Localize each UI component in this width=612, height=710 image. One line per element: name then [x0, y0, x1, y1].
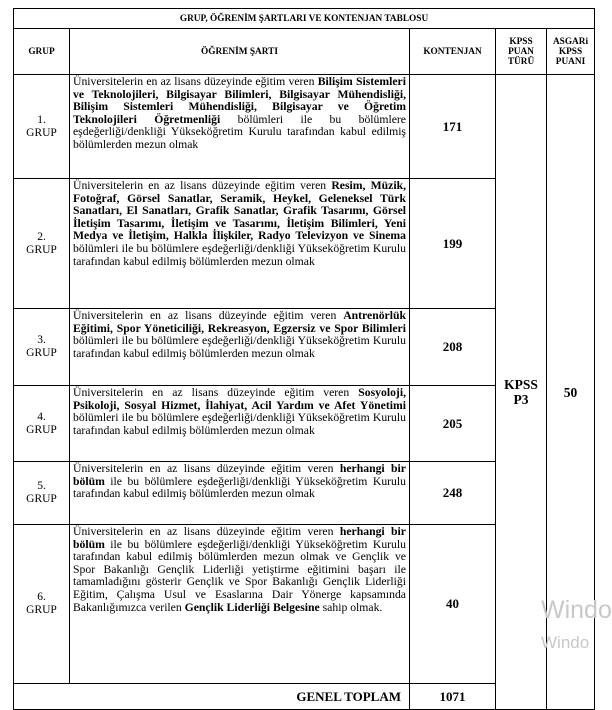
condition-text: bölümleri ile bu bölümlere eşdeğerliği/denkliği Yükseköğretim Kurulu tarafından kabul edilmiş bölümlerden mezun olmak — [73, 411, 406, 437]
education-condition — [70, 179, 410, 309]
group-cell — [14, 179, 70, 309]
education-condition — [70, 525, 410, 684]
puan-turu-line: KPSS — [504, 377, 538, 392]
windows-activation-watermark-sub: Windo — [541, 633, 590, 652]
header-asgari-puan — [547, 29, 595, 75]
group-word: GRUP — [26, 604, 57, 616]
condition-text: ile bu bölümlere eşdeğerliği/denkliği Yükseköğretim Kurulu tarafından kabul edilmiş bölümlerden mezun olmak ve Gençlik ve Spor Bakanlığı Gençlik Liderliği yetiştirme eğitimini başarı ile tamamladığını gösterir Gençlik ve Spor Bakanlığı Gençlik Liderliği Eğitim, Çalışma Usul ve Esaslarına Dair Yönerge kapsamında Bakanlığımızca verilen — [73, 537, 406, 614]
header-ogrenim-sarti: ÖĞRENİM ŞARTI — [70, 29, 410, 75]
table-title: GRUP, ÖĞRENİM ŞARTLARI VE KONTENJAN TABLOSU — [14, 9, 595, 29]
condition-text: Üniversitelerin en az lisans düzeyinde eğitim veren — [73, 525, 340, 538]
condition-text: ile bu bölümlere eşdeğerliği/denkliği Yükseköğretim Kurulu tarafından kabul edilmiş bölümlerden mezun olmak — [73, 474, 406, 501]
group-number: 1. — [37, 113, 46, 126]
group-number: 5. — [37, 480, 46, 492]
condition-text: bölümleri ile bu bölümlere eşdeğerliği/denkliği Yükseköğretim Kurulu tarafından kabul edilmiş bölümlerden mezun olmak — [73, 112, 406, 151]
condition-text: Üniversitelerin en az lisans düzeyinde eğitim veren — [73, 75, 318, 88]
condition-text: sahip olmak. — [319, 600, 383, 614]
quota-value: 248 — [410, 462, 496, 525]
quota-value: 199 — [410, 179, 496, 309]
group-word: GRUP — [26, 423, 57, 436]
condition-departments: Antrenörlük Eğitimi, Spor Yöneticiliği, Rekreasyon, Egzersiz ve Spor Bilimleri — [73, 309, 406, 335]
windows-activation-watermark: Windo — [541, 596, 612, 624]
header-puan-turu-line: KPSS — [509, 36, 533, 47]
header-asgari-line: KPSS — [558, 46, 583, 57]
total-value: 1071 — [410, 684, 496, 710]
condition-text: bölümleri ile bu bölümlere eşdeğerliği/denkliği Yükseköğretim Kurulu tarafından kabul edilmiş bölümlerden mezun olmak — [73, 334, 406, 360]
quota-value: 205 — [410, 386, 496, 462]
group-number: 2. — [37, 230, 46, 243]
header-asgari-line: ASGARi — [552, 36, 589, 47]
puan-turu-line: P3 — [513, 392, 529, 407]
group-number: 6. — [37, 591, 46, 603]
condition-text: Üniversitelerin en az lisans düzeyinde eğitim veren — [73, 386, 359, 399]
group-word: GRUP — [26, 243, 57, 256]
condition-departments: Bilişim Sistemleri ve Teknolojileri, Bilgisayar Bilimleri, Bilgisayar Mühendisliği, Bilişim Sistemleri Mühendisliği, Bilgisayar ve Öğretim Teknolojileri Öğretmenliği — [73, 75, 406, 126]
header-grup: GRUP — [14, 29, 70, 75]
education-condition — [70, 309, 410, 386]
header-kontenjan: KONTENJAN — [410, 29, 496, 75]
education-condition — [70, 386, 410, 462]
header-puan-turu-line: PUAN — [508, 46, 534, 57]
condition-departments: herhangi bir bölüm — [73, 525, 406, 551]
group-cell — [14, 75, 70, 179]
group-cell — [14, 462, 70, 525]
quota-value: 208 — [410, 309, 496, 386]
quota-value: 40 — [410, 525, 496, 684]
education-condition — [70, 75, 410, 179]
group-cell — [14, 386, 70, 462]
kpss-puan-turu — [496, 75, 547, 710]
condition-departments: herhangi bir bölüm — [73, 462, 406, 488]
condition-text: Üniversitelerin en az lisans düzeyinde eğitim veren — [73, 462, 340, 475]
table-row — [14, 75, 595, 179]
header-puan-turu-line: TÜRÜ — [507, 56, 535, 67]
condition-text: bölümleri ile bu bölümlere eşdeğerliği/denkliği Yükseköğretim Kurulu tarafından kabul edilmiş bölümlerden mezun olmak — [73, 241, 406, 268]
condition-text: Üniversitelerin en az lisans düzeyinde eğitim veren — [73, 179, 332, 192]
group-word: GRUP — [26, 347, 57, 359]
group-word: GRUP — [26, 126, 57, 139]
quota-value: 171 — [410, 75, 496, 179]
header-puan-turu — [496, 29, 547, 75]
group-number: 4. — [37, 410, 46, 423]
group-cell — [14, 525, 70, 684]
education-condition — [70, 462, 410, 525]
quota-table — [13, 8, 595, 710]
condition-text: Üniversitelerin en az lisans düzeyinde eğitim veren — [73, 309, 344, 322]
asgari-kpss-puani: 50 — [547, 75, 595, 710]
condition-departments: Sosyoloji, Psikoloji, Sosyal Hizmet, İlahiyat, Acil Yardım ve Afet Yönetimi — [73, 386, 406, 412]
total-spacer — [14, 684, 70, 710]
header-asgari-line: PUANI — [555, 56, 586, 67]
condition-certificate: Gençlik Liderliği Belgesine — [184, 600, 320, 614]
condition-departments: Resim, Müzik, Fotoğraf, Görsel Sanatlar, Seramik, Heykel, Geleneksel Türk Sanatları, El Sanatları, Grafik Sanatlar, Grafik Tasarımı, Görsel İletişim Tasarımı, İletişim ve Tasarımı, İletişim Bilimleri, Yeni Medya ve İletişim, Halkla İlişkiler, Radyo Televizyon ve Sinema — [73, 179, 407, 243]
group-cell — [14, 309, 70, 386]
group-number: 3. — [37, 334, 46, 346]
group-word: GRUP — [26, 493, 57, 505]
total-label: GENEL TOPLAM — [70, 684, 410, 710]
